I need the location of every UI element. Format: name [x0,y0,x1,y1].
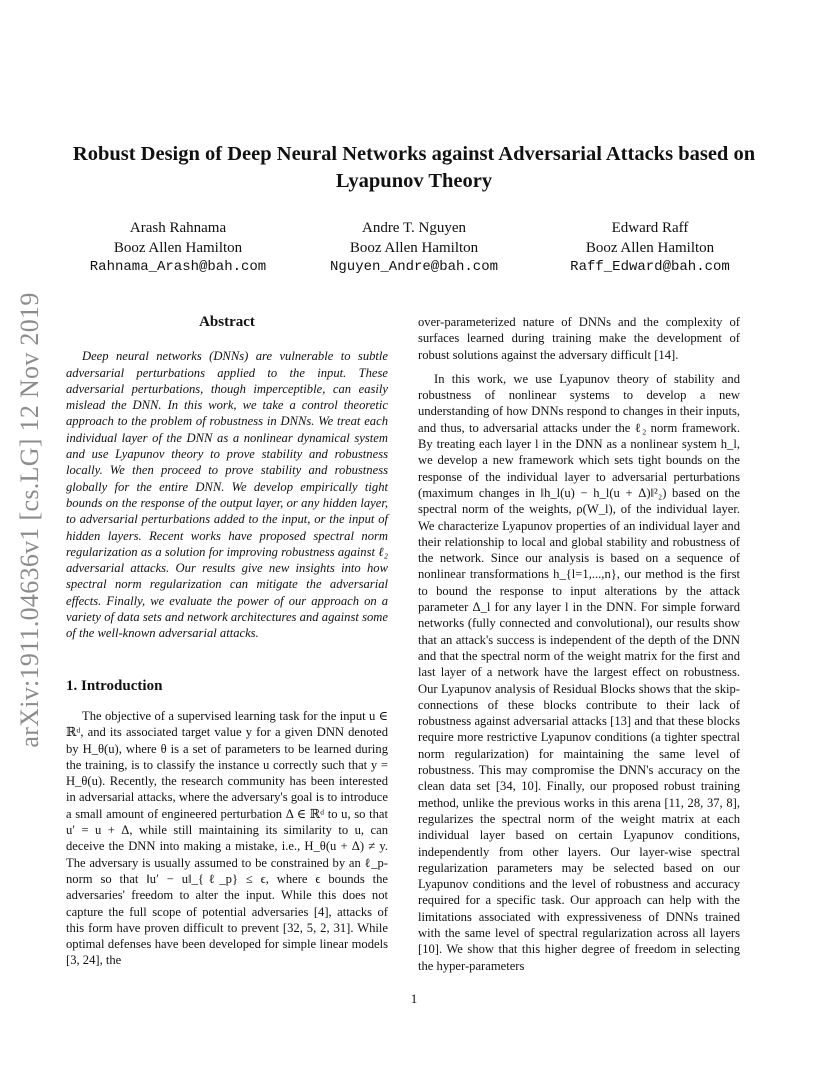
right-column [418,314,740,974]
paper-title: Robust Design of Deep Neural Networks against Adversarial Attacks based on Lyapunov Theory [72,143,756,192]
right-paragraph-2: In this work, we use Lyapunov theory of stability and robustness of nonlinear systems to develop a new understanding of how DNNs respond to changes in their inputs, and thus, to adversarial attacks under the ℓ₂ norm framework. By treating each layer l in the DNN as a nonlinear system h_l, we develop a new framework which sets tight bounds on the response of the individual layer to adversarial perturbations (maximum changes in ‖h_l(u) − h_l(u + Δ)‖²₂) based on the spectral norm of the weights, ρ(W_l), of the individual layer. We characterize Lyapunov properties of an individual layer and their relationship to local and global stability and robustness of the network. Since our analysis is based on a sequence of nonlinear transformations h_{l=1,...,n}, our method is the first to bound the response to input alterations by the attack parameter Δ_l for any layer l in the DNN. For simple forward networks (fully connected and convolutional), our results show that an attack's success is independent of the depth of the DNN and that the spectral norm of the weight matrix for the first and last layer of a network have the largest effect on robustness. Our Lyapunov analysis of Residual Blocks shows that the skip-connections of these blocks contribute to their lack of robustness against adversarial attacks [13] and that these blocks require more restrictive Lyapunov conditions (a tighter spectral norm regularization) for maintaining the same level of robustness. This may compromise the DNN's accuracy on the clean data set [34, 10]. Finally, our proposed robust training method, unlike the previous works in this arena [11, 28, 37, 8], regularizes the spectral norm of the weight matrix at each individual layer based on certain Lyapunov conditions, independently from other layers. Our layer-wise spectral regularization parameters may be selected based on our Lyapunov conditions and the level of robustness and accuracy required for a specific task. Our approach can help with the limitations associated with expressiveness of DNNs trained with the same level of spectral regularization across all layers [10]. We show that this higher degree of freedom in selecting the hyper-parameters [418,371,740,973]
author-1 [60,219,296,278]
author-affiliation: Booz Allen Hamilton [349,239,479,256]
abstract-heading: Abstract [199,314,255,330]
author-3 [532,219,768,278]
left-column [66,314,388,969]
author-email: Nguyen_Andre@bah.com [329,259,499,275]
author-affiliation: Booz Allen Hamilton [585,239,715,256]
author-name: Arash Rahnama [129,220,227,236]
abstract-text: Deep neural networks (DNNs) are vulnerable to subtle adversarial perturbations applied to the input. These adversarial perturbations, though imperceptible, can easily mislead the DNN. In this work, we take a control theoretic approach to the problem of robustness in DNNs. We treat each individual layer of the DNN as a nonlinear dynamical system and use Lyapunov theory to prove stability and robustness locally. We then proceed to prove stability and robustness globally for the entire DNN. We develop empirically tight bounds on the response of the output layer, or any hidden layer, to adversarial perturbations added to the input, or the input of hidden layers. Recent works have proposed spectral norm regularization as a solution for improving robustness against ℓ₂ adversarial attacks. Our results give new insights into how spectral norm regularization can mitigate the adversarial effects. Finally, we evaluate the power of our approach on a variety of data sets and network architectures and against some of the well-known adversarial attacks. [66,349,388,641]
author-name: Edward Raff [611,220,689,236]
arxiv-margin-stamp [10,280,50,760]
author-email: Raff_Edward@bah.com [570,259,730,275]
introduction-heading: 1. Introduction [66,677,163,694]
intro-paragraph: The objective of a supervised learning task for the input u ∈ ℝᵈ, and its associated target value y for a given DNN denoted by H_θ(u), where θ is a set of parameters to be learned during the training, is to classify the instance u correctly such that y = H_θ(u). Recently, the research community has been interested in adversarial attacks, where the adversary's goal is to introduce a small amount of engineered perturbation Δ ∈ ℝᵈ to u, so that u′ = u + Δ, while still maintaining its similarity to u, can deceive the DNN into making a mistake, i.e., H_θ(u + Δ) ≠ y. The adversary is usually assumed to be constrained by an ℓ_p-norm so that ‖u′ − u‖_{ℓ_p} ≤ ϵ, where ϵ bounds the adversaries' freedom to alter the input. While this does not capture the full scope of potential adversaries [4], attacks of this form have proven difficult to prevent [32, 5, 2, 31]. While optimal defenses have been developed for simple linear models [3, 24], the [66,708,388,968]
arxiv-stamp-text: arXiv:1911.04636v1 [cs.LG] 12 Nov 2019 [15,292,44,748]
page-number: 1 [410,991,418,1006]
author-2 [296,219,532,278]
author-affiliation: Booz Allen Hamilton [113,239,243,256]
author-name: Andre T. Nguyen [361,220,466,236]
right-paragraph-1: over-parameterized nature of DNNs and the complexity of surfaces learned during training make the development of robust solutions against the adversary difficult [14]. [418,315,740,362]
author-block [60,219,768,281]
author-email: Rahnama_Arash@bah.com [89,259,267,275]
